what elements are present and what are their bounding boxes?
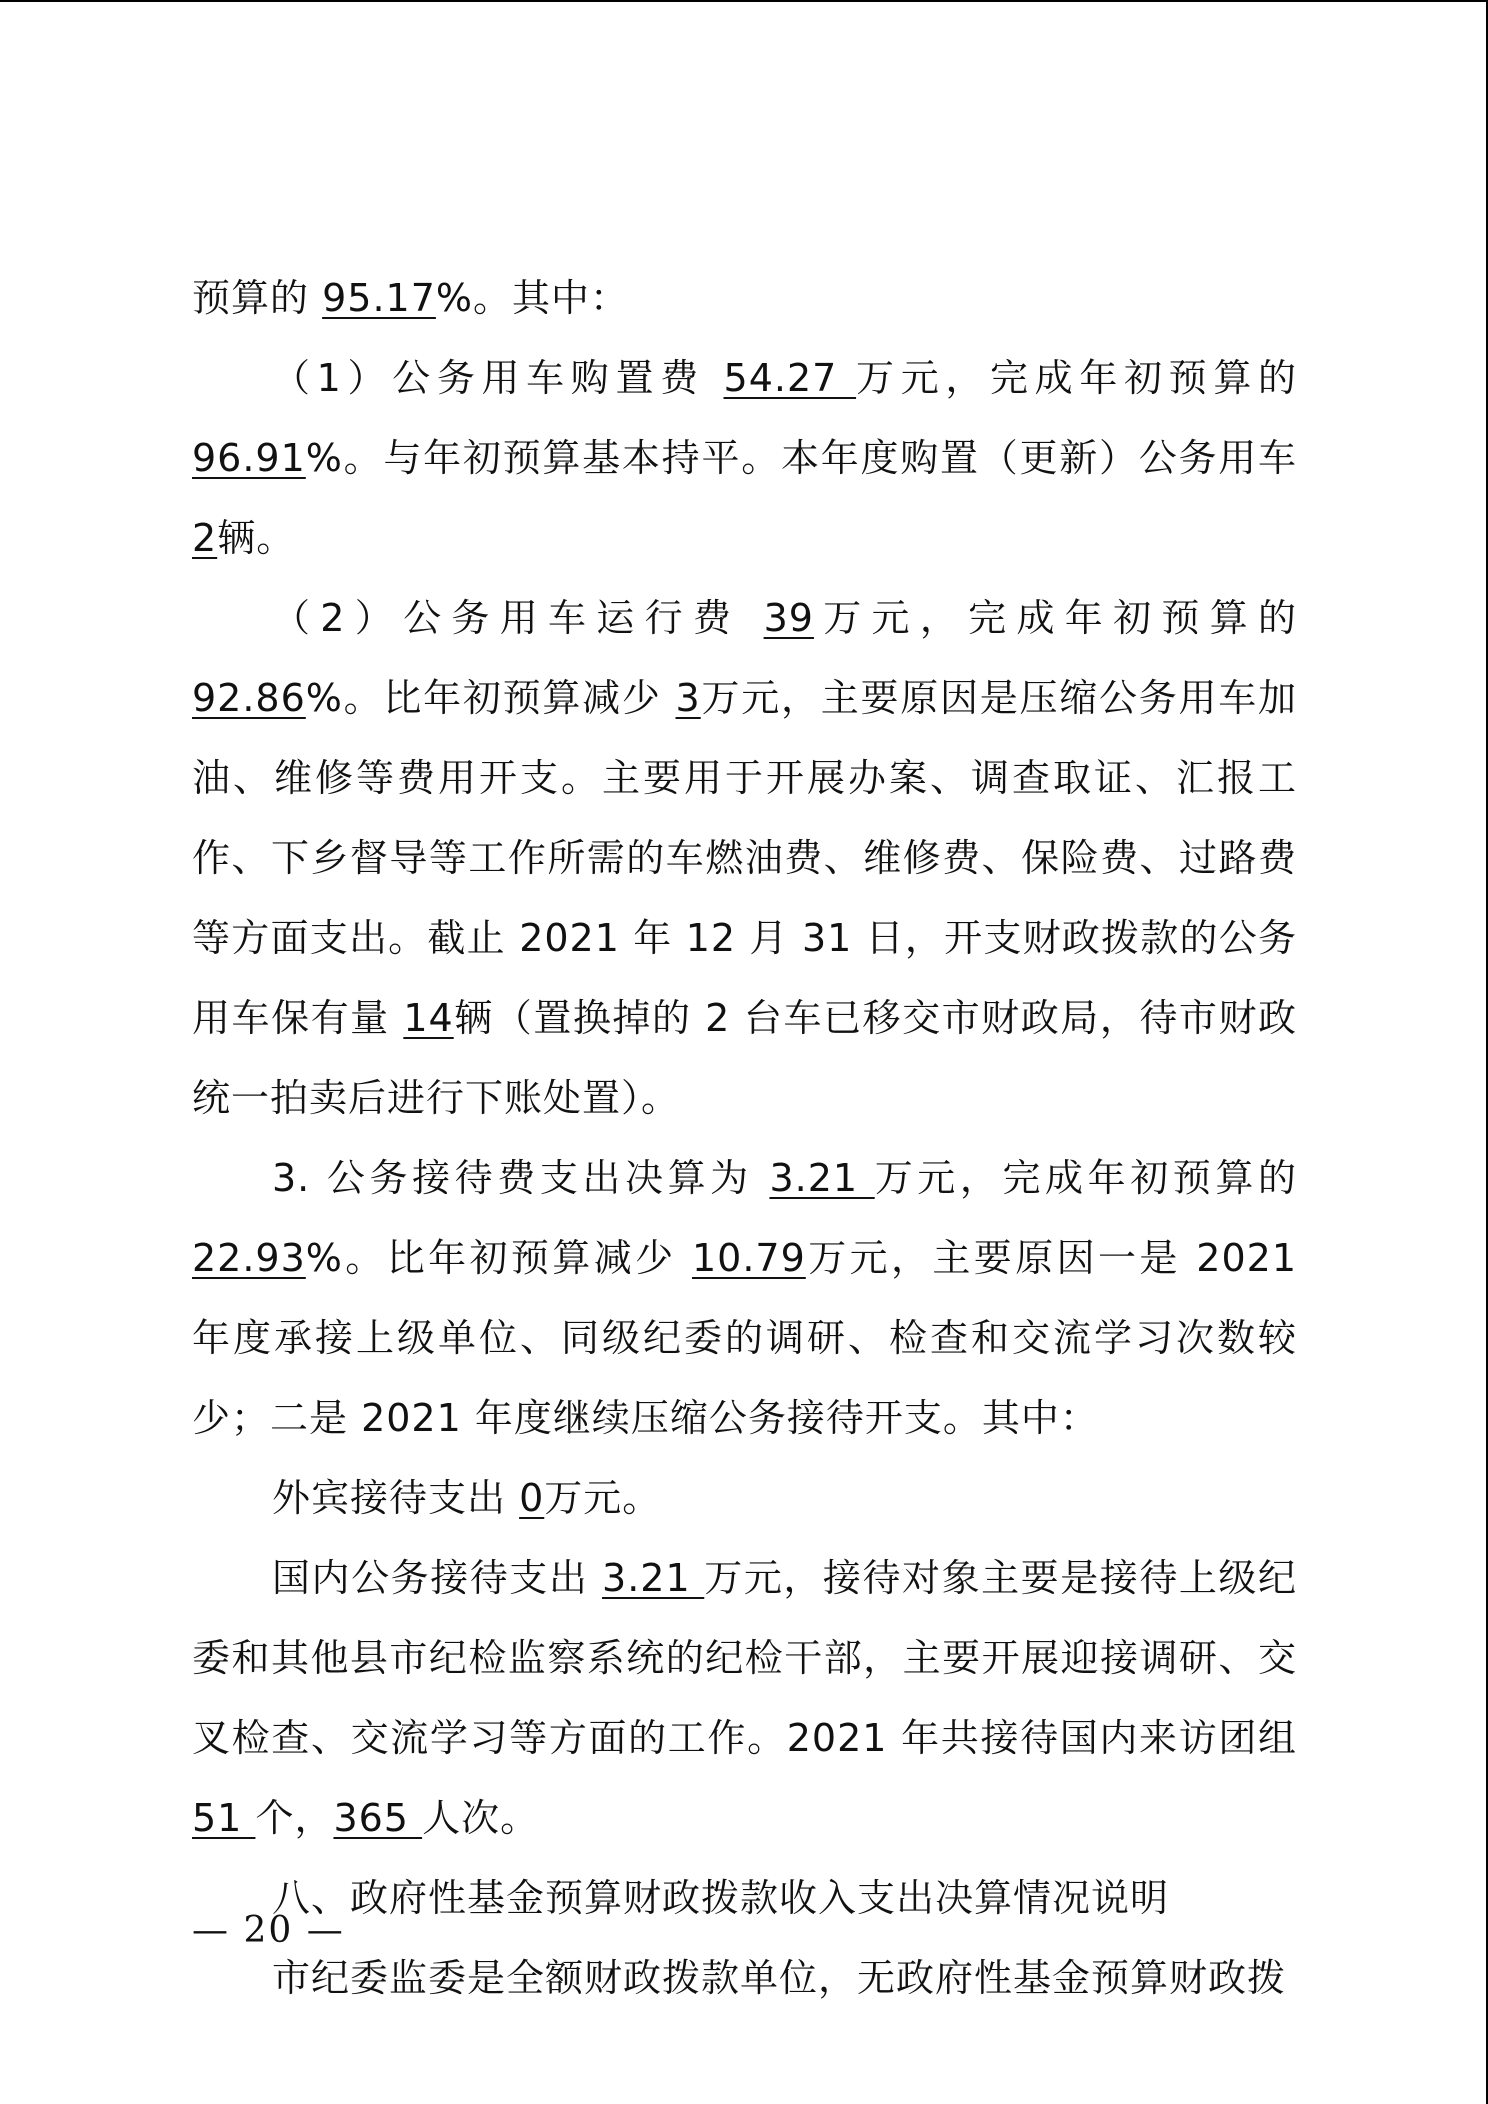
- paragraph-6: [192, 1538, 1297, 1858]
- paragraph-3: [192, 578, 1297, 1138]
- page-number: — 20 —: [192, 1910, 345, 1951]
- underlined-value: 3: [675, 676, 701, 720]
- text-run: 万元，主要原因一是 2021 年度承接上级单位、同级纪委的调研、检查和交流学习次数较少；二是 2021 年度继续压缩公务接待开支。其中：: [192, 1236, 1297, 1440]
- text-run: 八、政府性基金预算财政拨款收入支出决算情况说明: [272, 1876, 1170, 1920]
- underlined-value: 54.27: [723, 356, 857, 400]
- text-run: 万元，主要原因是压缩公务用车加油、维修等费用开支。主要用于开展办案、调查取证、汇报工作、下乡督导等工作所需的车燃油费、维修费、保险费、过路费等方面支出。截止 2021 年 12 月 31 日，开支财政拨款的公务用车保有量: [192, 676, 1297, 1040]
- text-run: 预算的: [192, 276, 323, 320]
- text-run: 外宾接待支出: [272, 1476, 520, 1520]
- text-run: %。其中：: [435, 276, 629, 320]
- text-run: 3. 公务接待费支出决算为: [272, 1156, 770, 1200]
- text-run: 万元，完成年初预算的: [856, 356, 1297, 400]
- underlined-value: 22.93: [192, 1236, 306, 1280]
- paragraph-7: [192, 1858, 1297, 1938]
- text-run: （1）公务用车购置费: [272, 356, 724, 400]
- paragraph-1: [192, 258, 1297, 338]
- paragraph-2: [192, 338, 1297, 578]
- underlined-value: 92.86: [192, 676, 306, 720]
- underlined-value: 39: [763, 596, 814, 640]
- paragraph-5: [192, 1458, 1297, 1538]
- text-run: 万元，完成年初预算的: [813, 596, 1297, 640]
- text-run: 万元。: [544, 1476, 662, 1520]
- underlined-value: 51: [192, 1796, 256, 1840]
- text-run: %。与年初预算基本持平。本年度购置（更新）公务用车: [305, 436, 1297, 480]
- underlined-value: 365: [333, 1796, 423, 1840]
- text-run: 辆（置换掉的 2 台车已移交市财政局，待市财政统一拍卖后进行下账处置）。: [192, 996, 1297, 1120]
- underlined-value: 10.79: [692, 1236, 806, 1280]
- text-run: 人次。: [422, 1796, 540, 1840]
- underlined-value: 2: [192, 516, 218, 560]
- text-run: %。比年初预算减少: [305, 1236, 692, 1280]
- paragraph-4: [192, 1138, 1297, 1458]
- text-run: 万元，接待对象主要是接待上级纪委和其他县市纪检监察系统的纪检干部，主要开展迎接调研、交叉检查、交流学习等方面的工作。2021 年共接待国内来访团组: [192, 1556, 1297, 1760]
- underlined-value: 3.21: [602, 1556, 705, 1600]
- underlined-value: 96.91: [192, 436, 306, 480]
- page-border-top: [0, 0, 1488, 2]
- text-run: 辆。: [217, 516, 296, 560]
- underlined-value: 3.21: [769, 1156, 875, 1200]
- text-run: 市纪委监委是全额财政拨款单位，无政府性基金预算财政拨: [272, 1956, 1287, 2000]
- paragraph-8: [192, 1938, 1297, 2018]
- text-run: 万元，完成年初预算的: [874, 1156, 1297, 1200]
- underlined-value: 14: [403, 996, 454, 1040]
- underlined-value: 95.17: [322, 276, 436, 320]
- text-run: %。比年初预算减少: [305, 676, 676, 720]
- text-run: 国内公务接待支出: [272, 1556, 603, 1600]
- body-text: [192, 258, 1297, 2018]
- underlined-value: 0: [519, 1476, 545, 1520]
- text-run: 个，: [255, 1796, 334, 1840]
- text-run: （2）公务用车运行费: [272, 596, 764, 640]
